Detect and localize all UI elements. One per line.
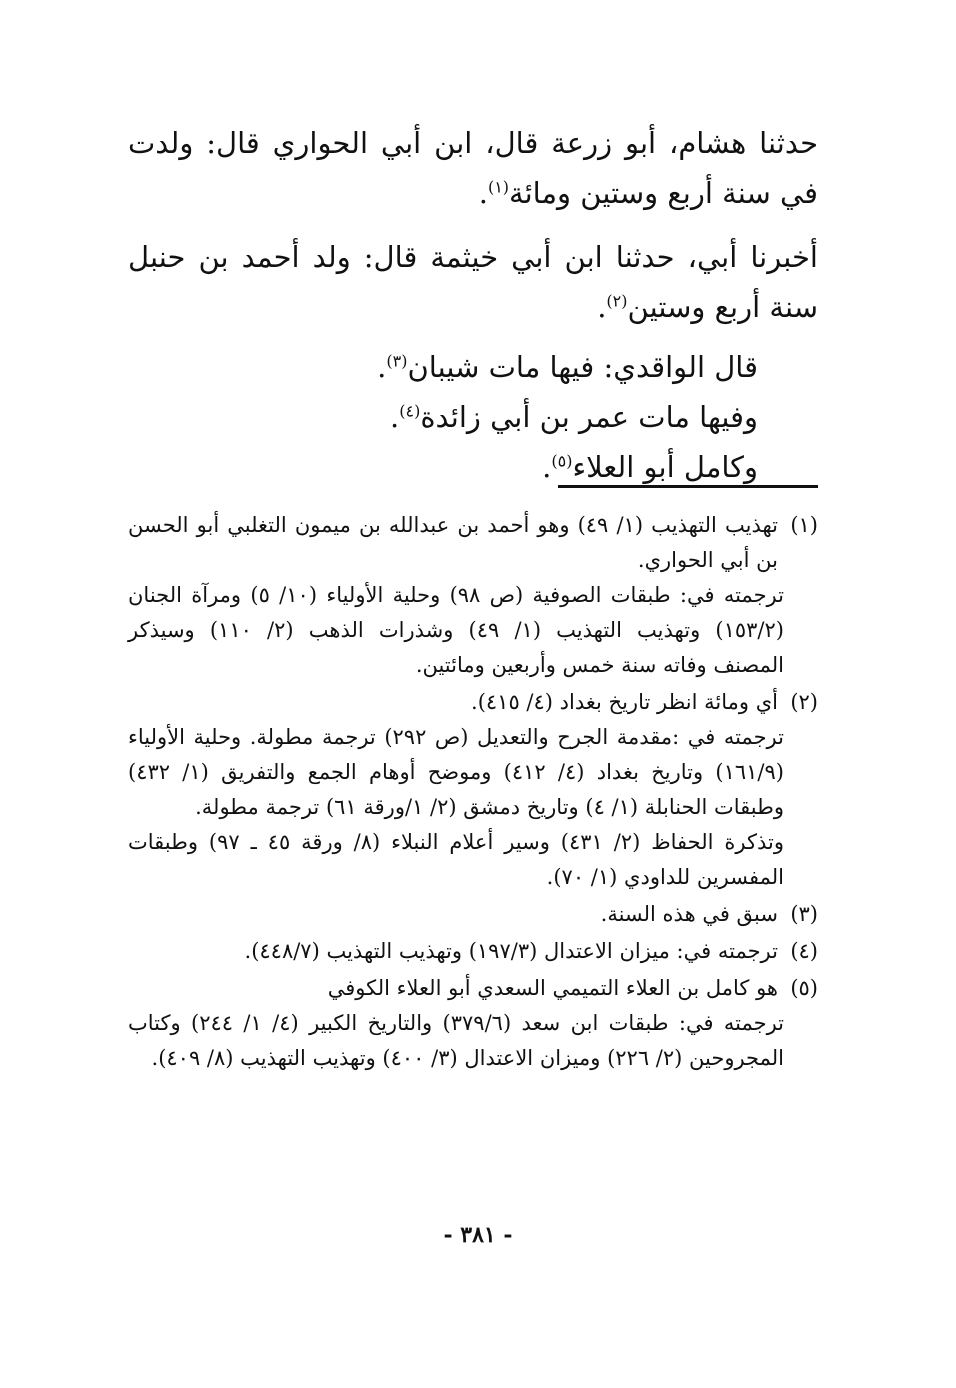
footnote-1-biography: ترجمته في: طبقات الصوفية (ص ٩٨) وحلية الأولياء (١٠/ ٥) ومرآة الجنان (١٥٣/٢) وتهذيب التهذيب (١/ ٤٩) وشذرات الذهب (٢/ ١١٠) وسيذكر المصنف وفاته سنة خمس وأربعين ومائتين. — [128, 583, 784, 677]
main-paragraph-1 — [128, 118, 818, 218]
main-line-4-text: وفيها مات عمر بن أبي زائدة — [420, 400, 758, 434]
main-paragraph-2-text: أخبرنا أبي، حدثنا ابن أبي خيثمة قال: ولد أحمد بن حنبل سنة أربع وستين — [128, 240, 818, 324]
footnote-4-number: (٤) — [790, 939, 818, 963]
footnote-1-number: (١) — [790, 513, 818, 537]
footnote-4 — [128, 934, 818, 969]
footnote-3-text: سبق في هذه السنة. — [600, 902, 778, 926]
main-paragraph-1-end: . — [478, 176, 488, 210]
footnote-1-text: تهذيب التهذيب (١/ ٤٩) وهو أحمد بن عبدالله بن ميمون التغلبي أبو الحسن بن أبي الحواري. — [128, 513, 778, 572]
footnote-1 — [128, 508, 818, 683]
footnote-ref-4: (٤) — [399, 401, 421, 421]
footnote-5-text: هو كامل بن العلاء التميمي السعدي أبو العلاء الكوفي — [327, 976, 778, 1000]
footnote-5-number: (٥) — [790, 976, 818, 1000]
footnote-ref-5: (٥) — [551, 451, 573, 471]
footnote-2-text: أي ومائة انظر تاريخ بغداد (٤/ ٤١٥). — [471, 690, 778, 714]
main-paragraph-2-end: . — [597, 290, 607, 324]
footnote-2-number: (٢) — [790, 690, 818, 714]
footnote-2-biography: ترجمته في :مقدمة الجرح والتعديل (ص ٢٩٢) ترجمة مطولة. وحلية الأولياء (١٦١/٩) وتاريخ بغداد (٤/ ٤١٢) وموضح أوهام الجمع والتفريق (١/ ٤٣٢) وطبقات الحنابلة (١/ ٤) وتاريخ دمشق (٢/ ١/ورقة ٦١) ترجمة مطولة. — [128, 725, 784, 819]
main-line-3-text: قال الواقدي: فيها مات شيبان — [407, 350, 758, 384]
footnote-separator — [558, 485, 818, 488]
main-paragraph-1-text: حدثنا هشام، أبو زرعة قال، ابن أبي الحواري قال: ولدت في سنة أربع وستين ومائة — [128, 126, 818, 210]
footnote-ref-2: (٢) — [606, 291, 628, 311]
footnote-2 — [128, 685, 818, 895]
main-line-3-end: . — [377, 350, 387, 384]
footnote-3 — [128, 897, 818, 932]
footnotes — [128, 508, 818, 1078]
main-line-3 — [128, 342, 818, 392]
main-line-5-text: وكامل أبو العلاء — [572, 450, 758, 484]
footnote-ref-3: (٣) — [386, 351, 408, 371]
footnote-3-number: (٣) — [790, 902, 818, 926]
main-line-5-end: . — [542, 450, 552, 484]
page-number: - ٣٨١ - — [443, 1222, 513, 1248]
main-paragraph-2 — [128, 232, 818, 332]
main-line-4-end: . — [390, 400, 400, 434]
footnote-5-biography: ترجمته في: طبقات ابن سعد (٣٧٩/٦) والتاريخ الكبير (٤/ ١/ ٢٤٤) وكتاب المجروحين (٢/ ٢٢٦) وميزان الاعتدال (٣/ ٤٠٠) وتهذيب التهذيب (٨/ ٤٠٩). — [128, 1011, 784, 1070]
main-text — [128, 118, 818, 492]
footnote-ref-1: (١) — [487, 177, 510, 197]
main-line-4 — [128, 392, 818, 442]
footnote-4-text: ترجمته في: ميزان الاعتدال (١٩٧/٣) وتهذيب التهذيب (٤٤٨/٧). — [244, 939, 778, 963]
footnote-5 — [128, 971, 818, 1076]
footnote-2-biography-cont: وتذكرة الحفاظ (٢/ ٤٣١) وسير أعلام النبلاء (٨/ ورقة ٤٥ ـ ٩٧) وطبقات المفسرين للداودي (١/ ٧٠). — [128, 830, 784, 889]
